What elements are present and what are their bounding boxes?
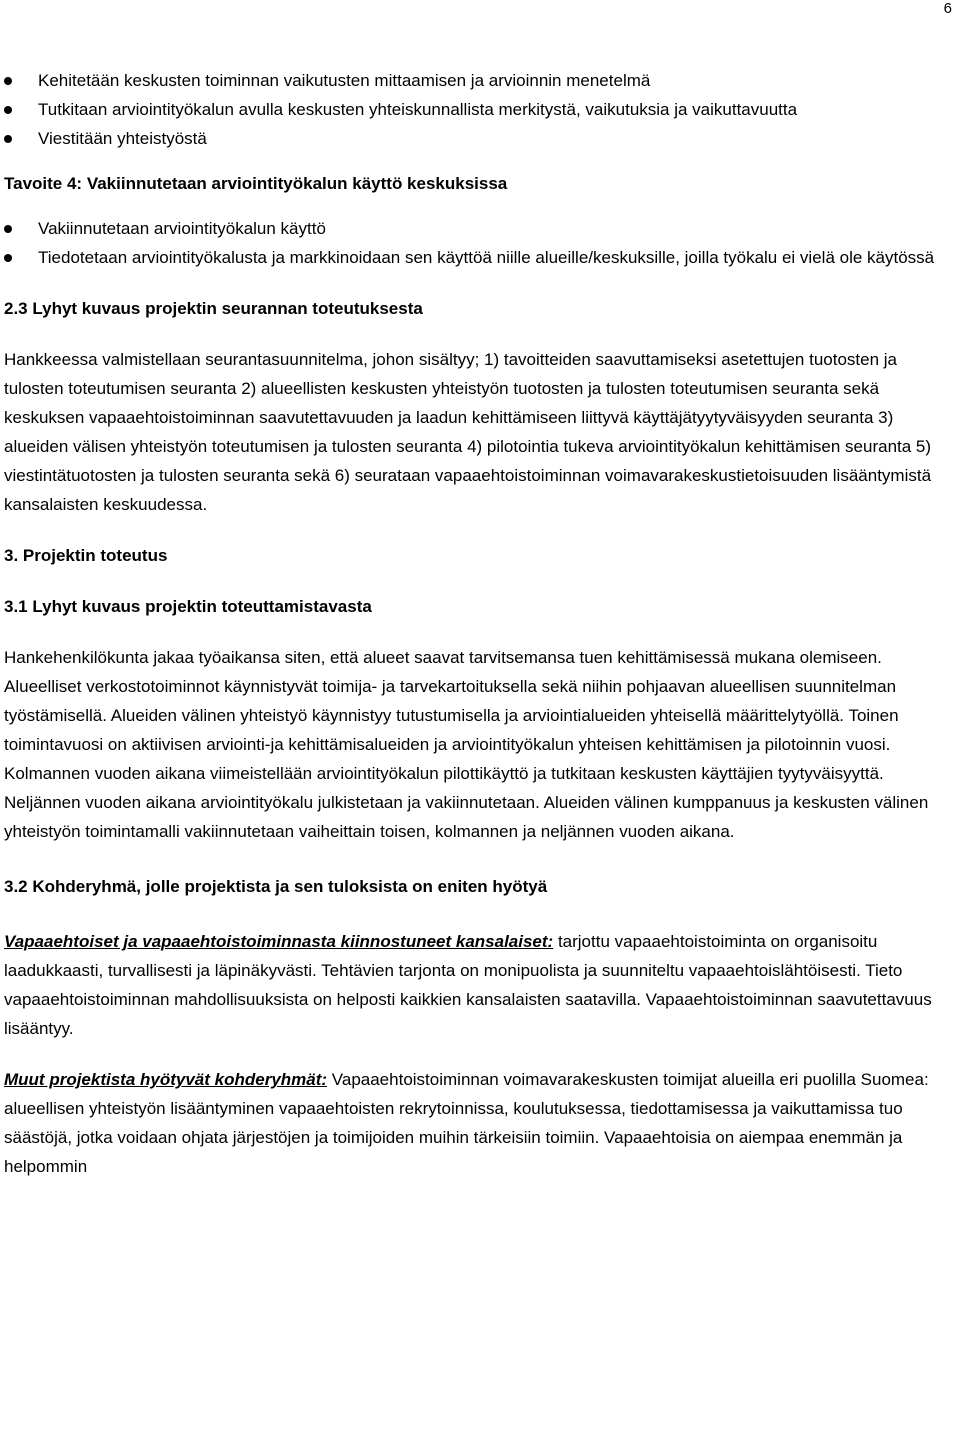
section-3-2-paragraph-1: [4, 927, 954, 1043]
section-3-1-body: Hankehenkilökunta jakaa työaikansa siten, että alueet saavat tarvitsemansa tuen kehittämisessä mukana olemiseen. Alueelliset verkostotoiminnot käynnistyvät toimija- ja tarvekartoituksella sekä niihin pohjaavan alueellisen suunnitelman työstämisellä. Alueiden välinen yhteistyö käynnistyy tutustumisella ja arviointialueiden yhteisellä määrittelytyöllä. Toinen toimintavuosi on aktiivisen arviointi-ja kehittämisalueiden ja arviointityökalun yhteisen kehittämisen ja pilotoinnin vuosi. Kolmannen vuoden aikana viimeistellään arviointityökalun pilottikäyttö ja tutkitaan keskusten käyttäjien tyytyväisyyttä. Neljännen vuoden aikana arviointityökalu julkistetaan ja vakiinnutetaan. Alueiden välinen kumppanuus ja keskusten välinen yhteistyön toimintamalli vakiinnutetaan vaiheittain toisen, kolmannen ja neljännen vuoden aikana.: [4, 648, 929, 841]
section-2-3-body: Hankkeessa valmistellaan seurantasuunnitelma, johon sisältyy; 1) tavoitteiden saavuttamiseksi asetettujen tuotosten ja tulosten toteutumisen seuranta 2) alueellisten keskusten yhteistyön tuotosten ja tulosten toteutumisen seuranta sekä keskuksen vapaaehtoistoiminnan saavutettavuuden ja laadun kehittämiseen liittyvä käyttäjätyytyväisyyden seuranta 3) alueiden välisen yhteistyön toteutumisen ja tulosten seuranta 4) pilotointia tukeva arviointityökalun kehittämisen seuranta 5) viestintätuotosten ja tulosten seuranta sekä 6) seurataan vapaaehtoistoiminnan voimavarakeskustietoisuuden lisääntymistä kansalaisten keskuudessa.: [4, 350, 932, 514]
list-item: Viestitään yhteistyöstä: [4, 124, 954, 153]
list-item: Tiedotetaan arviointityökalusta ja markkinoidaan sen käyttöä niille alueille/keskuksille, joilla työkalu ei vielä ole käytössä: [4, 243, 954, 272]
list-item: Tutkitaan arviointityökalun avulla keskusten yhteiskunnallista merkitystä, vaikutuksia ja vaikuttavuutta: [4, 95, 954, 124]
volunteers-text: tarjottu vapaaehtoistoiminta on organisoitu laadukkaasti, turvallisesti ja läpinäkyvästi. Tehtävien tarjonta on monipuolista ja suunniteltu vapaaehtoislähtöisesti. Tieto vapaaehtoistoiminnan mahdollisuuksista on helposti kaikkien kansalaisten saatavilla. Vapaaehtoistoiminnan saavutettavuus lisääntyy.: [4, 932, 932, 1038]
section-3-heading: 3. Projektin toteutus: [4, 546, 168, 565]
list-item: Vakiinnutetaan arviointityökalun käyttö: [4, 214, 954, 243]
section-3-1-heading: 3.1 Lyhyt kuvaus projektin toteuttamistavasta: [4, 597, 372, 616]
bullet-list-goal-4: [4, 214, 954, 272]
section-2-3-heading: 2.3 Lyhyt kuvaus projektin seurannan toteutuksesta: [4, 299, 423, 318]
volunteers-label: Vapaaehtoiset ja vapaaehtoistoiminnasta kiinnostuneet kansalaiset:: [4, 932, 554, 951]
document-body: [4, 66, 954, 1181]
list-item: Kehitetään keskusten toiminnan vaikutusten mittaamisen ja arvioinnin menetelmä: [4, 66, 954, 95]
page-number: 6: [943, 0, 952, 17]
other-target-groups-label: Muut projektista hyötyvät kohderyhmät:: [4, 1070, 328, 1089]
bullet-list-top: [4, 66, 954, 153]
other-target-groups-text: Vapaaehtoistoiminnan voimavarakeskusten toimijat alueilla eri puolilla Suomea: alueellisen yhteistyön lisääntyminen vapaaehtoisten rekrytoinnissa, koulutuksessa, tiedottamisessa ja vaikuttamissa tuo säästöjä, jotka voidaan ohjata järjestöjen ja toimijoiden muihin tärkeisiin toimiin. Vapaaehtoisia on aiempaa enemmän ja helpommin: [4, 1070, 929, 1176]
section-3-2-paragraph-2: [4, 1065, 954, 1181]
goal-4-heading: Tavoite 4: Vakiinnutetaan arviointityökalun käyttö keskuksissa: [4, 174, 508, 193]
section-3-2-heading: 3.2 Kohderyhmä, jolle projektista ja sen tuloksista on eniten hyötyä: [4, 877, 548, 896]
